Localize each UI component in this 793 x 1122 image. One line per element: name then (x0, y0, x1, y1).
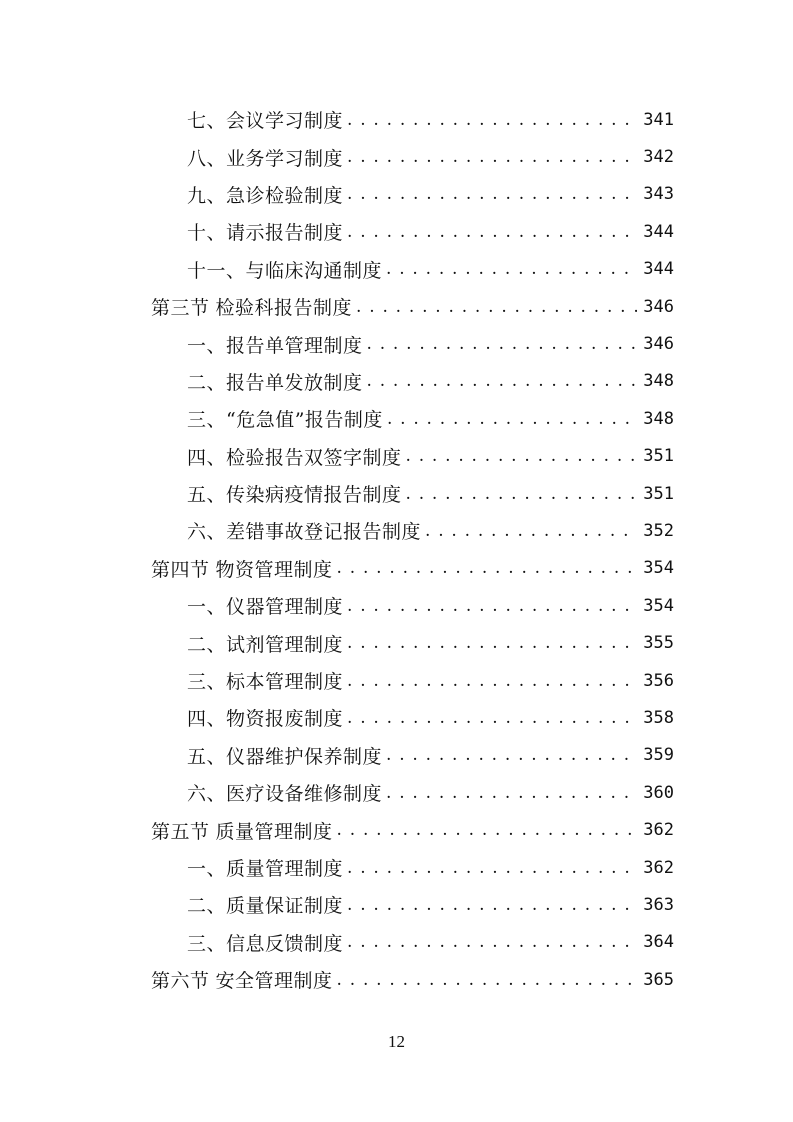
dot-leader (386, 259, 637, 279)
dot-leader (367, 334, 638, 354)
toc-entry[interactable] (151, 251, 674, 288)
toc-section-title: 检验科报告制度 (215, 297, 353, 320)
toc-entry-title: 六、医疗设备维修制度 (187, 783, 383, 806)
toc-entry-title: 八、业务学习制度 (187, 147, 344, 170)
toc-page-number: 344 (643, 221, 674, 242)
table-of-contents (0, 101, 793, 998)
toc-section-entry[interactable] (151, 961, 674, 998)
toc-entry-title: 二、质量保证制度 (187, 895, 344, 918)
toc-section-title: 物资管理制度 (215, 558, 333, 581)
dot-leader (386, 783, 637, 803)
dot-leader (347, 858, 637, 878)
dot-leader (356, 297, 637, 317)
toc-entry-title: 六、差错事故登记报告制度 (187, 521, 422, 544)
dot-leader (347, 932, 637, 952)
toc-page-number: 354 (643, 558, 674, 579)
dot-leader (367, 371, 638, 391)
dot-leader (347, 671, 637, 691)
toc-page-number: 365 (643, 969, 674, 990)
toc-entry-title: 三、标本管理制度 (187, 671, 344, 694)
toc-section-entry[interactable] (151, 811, 674, 848)
toc-page-number: 341 (643, 109, 674, 130)
dot-leader (347, 633, 637, 653)
toc-entry[interactable] (151, 475, 674, 512)
toc-page-number: 352 (643, 520, 674, 541)
toc-entry[interactable] (151, 699, 674, 736)
toc-entry-title: 一、质量管理制度 (187, 858, 344, 880)
toc-entry-title: 一、仪器管理制度 (187, 596, 344, 619)
dot-leader (387, 409, 637, 429)
dot-leader (425, 521, 637, 541)
toc-entry-title (151, 817, 333, 844)
toc-page-number: 348 (643, 408, 674, 429)
page-number: 12 (388, 1032, 405, 1051)
toc-entry[interactable] (151, 774, 674, 811)
toc-page-number: 355 (643, 633, 674, 654)
toc-entry[interactable] (151, 138, 674, 175)
dot-leader (406, 484, 638, 504)
toc-entry[interactable] (151, 662, 674, 699)
toc-section-entry[interactable] (151, 550, 674, 587)
toc-page-number: 346 (643, 334, 674, 355)
toc-entry-title: 一、报告单管理制度 (187, 334, 363, 357)
toc-entry[interactable] (151, 587, 674, 624)
toc-section-title: 质量管理制度 (215, 820, 333, 843)
toc-entry-title (151, 293, 352, 320)
toc-page-number: 342 (643, 147, 674, 168)
toc-entry-title: 五、仪器维护保养制度 (187, 745, 383, 768)
toc-entry[interactable] (151, 849, 674, 886)
toc-entry[interactable] (151, 512, 674, 549)
toc-section-label: 第四节 (151, 558, 210, 581)
toc-entry-title: 九、急诊检验制度 (187, 184, 344, 207)
dot-leader (347, 596, 637, 616)
toc-entry[interactable] (151, 325, 674, 362)
toc-entry-title: 三、“危急值”报告制度 (187, 409, 383, 432)
toc-entry[interactable] (151, 737, 674, 774)
dot-leader (347, 147, 637, 167)
toc-page-number: 363 (643, 894, 674, 915)
toc-page-number: 344 (643, 259, 674, 280)
toc-entry-title: 五、传染病疫情报告制度 (187, 484, 402, 507)
toc-section-label: 第五节 (151, 820, 210, 843)
dot-leader (347, 222, 637, 242)
toc-section-title: 安全管理制度 (215, 970, 333, 993)
toc-entry-title (151, 555, 333, 582)
toc-page-number: 351 (643, 446, 674, 467)
toc-entry-title: 二、报告单发放制度 (187, 371, 363, 394)
toc-entry[interactable] (151, 101, 674, 138)
toc-entry-title: 二、试剂管理制度 (187, 633, 344, 656)
toc-entry-title: 十一、与临床沟通制度 (187, 259, 383, 282)
toc-entry-title: 十、请示报告制度 (187, 222, 344, 245)
toc-page-number: 360 (643, 782, 674, 803)
dot-leader (337, 558, 638, 578)
toc-page-number: 356 (643, 670, 674, 691)
toc-entry[interactable] (151, 624, 674, 661)
toc-section-label: 第六节 (151, 970, 210, 993)
toc-entry-title: 四、检验报告双签字制度 (187, 446, 402, 469)
dot-leader (337, 820, 638, 840)
toc-entry-title: 三、信息反馈制度 (187, 932, 344, 955)
dot-leader (406, 446, 638, 466)
dot-leader (347, 110, 637, 130)
toc-entry-title: 七、会议学习制度 (187, 110, 344, 133)
toc-page-number: 362 (643, 820, 674, 841)
dot-leader (386, 745, 637, 765)
dot-leader (347, 895, 637, 915)
toc-page-number: 354 (643, 595, 674, 616)
toc-entry[interactable] (151, 924, 674, 961)
toc-section-label: 第三节 (151, 297, 210, 320)
toc-page-number: 348 (643, 371, 674, 392)
toc-page-number: 362 (643, 857, 674, 878)
toc-page-number: 343 (643, 184, 674, 205)
toc-page-number: 346 (643, 296, 674, 317)
toc-entry[interactable] (151, 213, 674, 250)
dot-leader (347, 708, 637, 728)
toc-entry[interactable] (151, 176, 674, 213)
toc-page-number: 364 (643, 932, 674, 953)
toc-entry[interactable] (151, 886, 674, 923)
toc-entry[interactable] (151, 400, 674, 437)
toc-entry-title (151, 966, 333, 993)
dot-leader (337, 970, 638, 990)
toc-section-entry[interactable] (151, 288, 674, 325)
toc-page-number: 359 (643, 745, 674, 766)
toc-entry[interactable] (151, 363, 674, 400)
dot-leader (347, 184, 637, 204)
toc-entry[interactable] (151, 438, 674, 475)
toc-entry-title: 四、物资报废制度 (187, 708, 344, 731)
toc-page-number: 351 (643, 483, 674, 504)
toc-page-number: 358 (643, 707, 674, 728)
